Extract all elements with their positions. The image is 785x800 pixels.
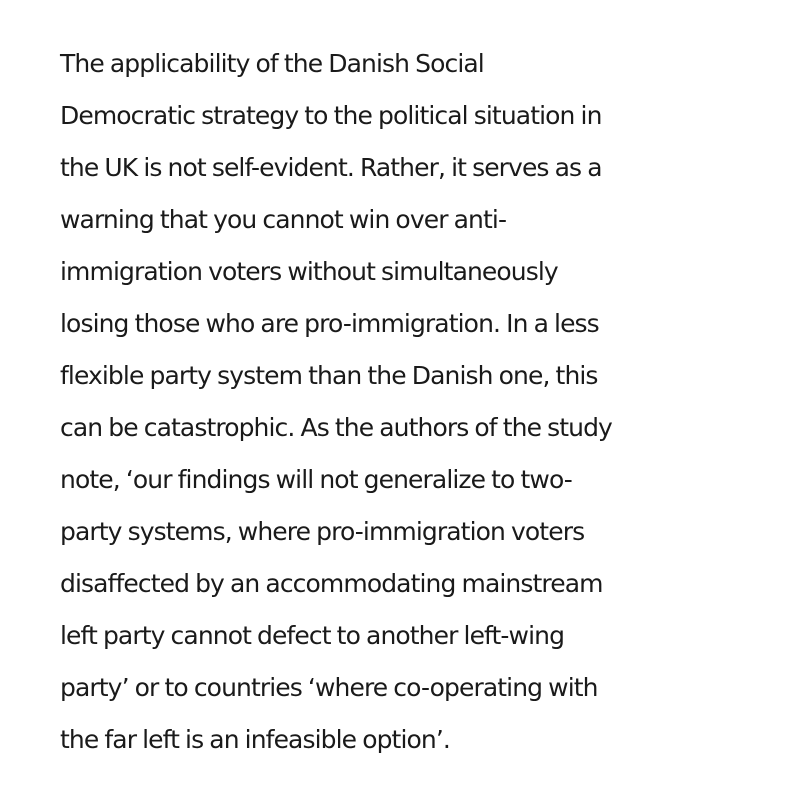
body-paragraph [60, 38, 765, 766]
paragraph-line-3: the UK is not self-evident. Rather, it serves as a [60, 153, 602, 182]
paragraph-line-2: Democratic strategy to the political situation in [60, 101, 602, 130]
paragraph-line-12: left party cannot defect to another left-wing [60, 621, 565, 650]
paragraph-line-6: losing those who are pro-immigration. In a less [60, 309, 599, 338]
paragraph-line-4: warning that you cannot win over anti- [60, 205, 507, 234]
paragraph-line-14: the far left is an infeasible option’. [60, 725, 450, 754]
paragraph-line-10: party systems, where pro-immigration voters [60, 517, 585, 546]
paragraph-line-9: note, ‘our findings will not generalize to two- [60, 465, 572, 494]
document-page [60, 38, 765, 766]
paragraph-line-11: disaffected by an accommodating mainstream [60, 569, 603, 598]
paragraph-line-7: flexible party system than the Danish one, this [60, 361, 598, 390]
paragraph-line-1: The applicability of the Danish Social [60, 49, 484, 78]
paragraph-line-8: can be catastrophic. As the authors of the study [60, 413, 612, 442]
paragraph-line-13: party’ or to countries ‘where co-operating with [60, 673, 598, 702]
paragraph-line-5: immigration voters without simultaneously [60, 257, 558, 286]
